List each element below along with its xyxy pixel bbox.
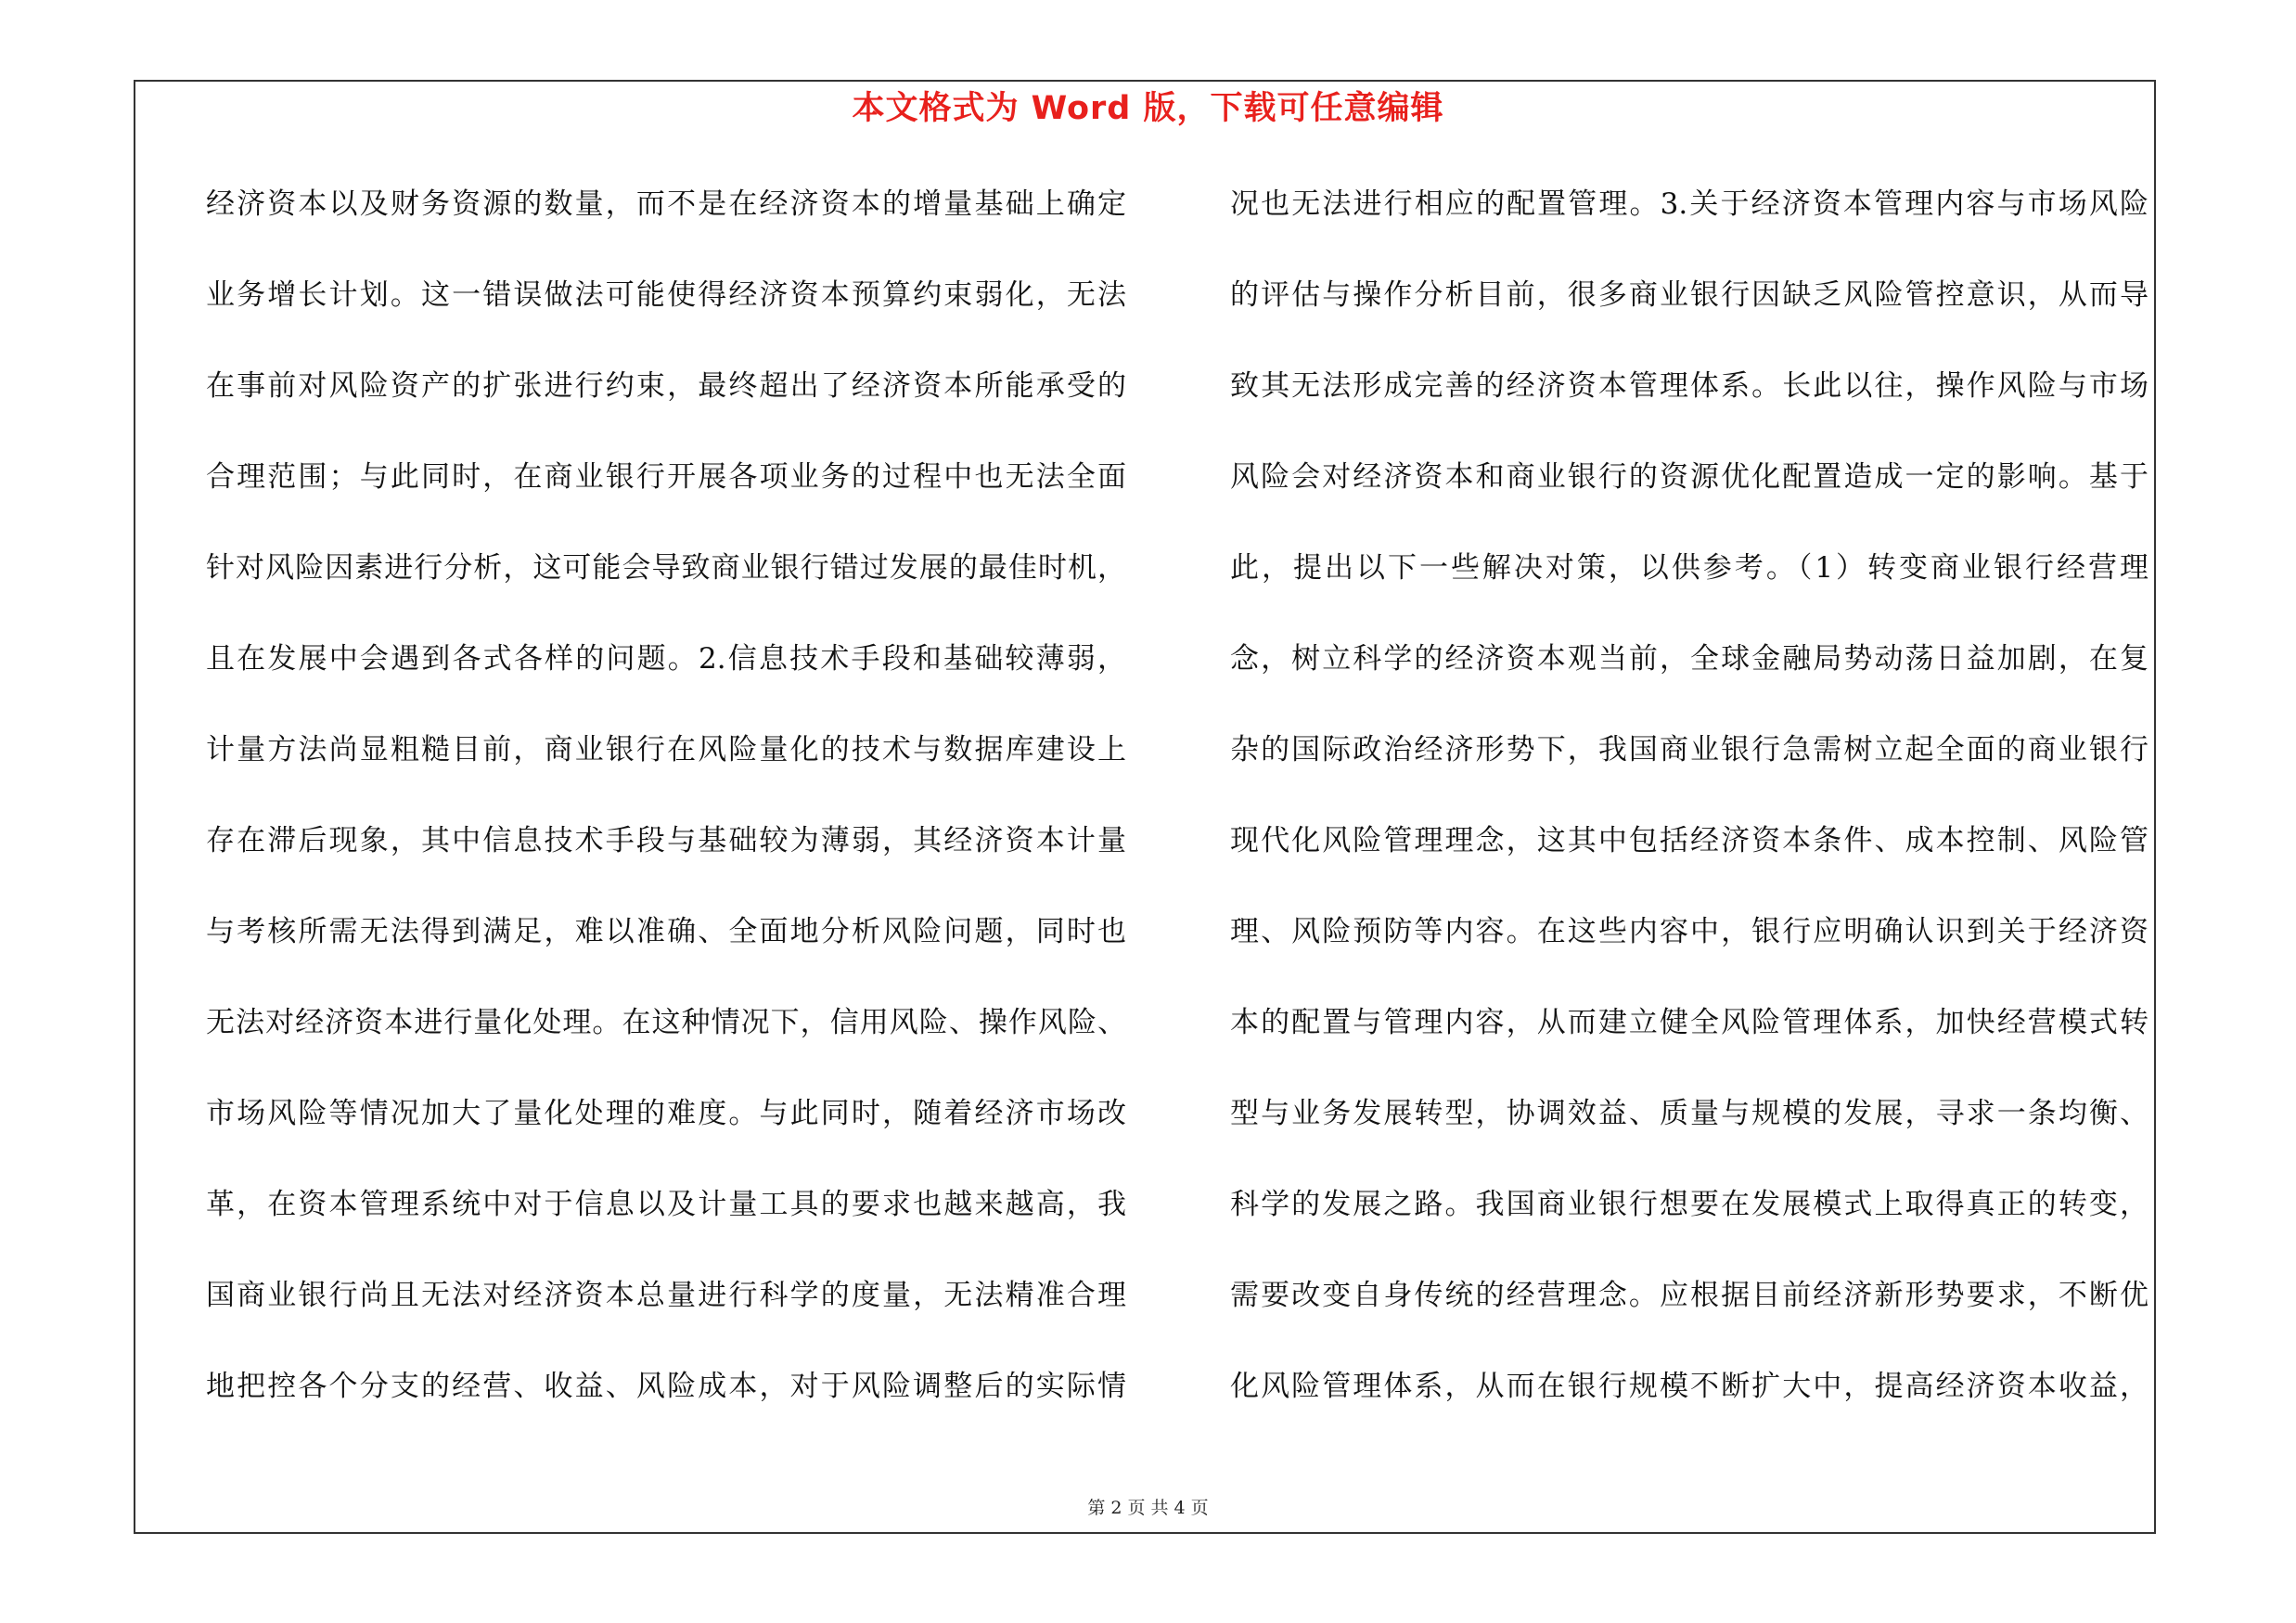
word-format-notice: 本文格式为 Word 版，下载可任意编辑	[852, 90, 1444, 127]
text-line: 念，树立科学的经济资本观当前，全球金融局势动荡日益加剧，在复	[1230, 642, 2148, 676]
text-line: 况也无法进行相应的配置管理。3.关于经济资本管理内容与市场风险	[1230, 187, 2148, 221]
text-line: 型与业务发展转型，协调效益、质量与规模的发展，寻求一条均衡、	[1230, 1097, 2148, 1130]
text-line: 风险会对经济资本和商业银行的资源优化配置造成一定的影响。基于	[1230, 460, 2148, 494]
text-line: 针对风险因素进行分析，这可能会导致商业银行错过发展的最佳时机，	[206, 551, 1126, 585]
text-line: 杂的国际政治经济形势下，我国商业银行急需树立起全面的商业银行	[1230, 733, 2148, 766]
text-line: 科学的发展之路。我国商业银行想要在发展模式上取得真正的转变，	[1230, 1188, 2148, 1221]
text-line: 现代化风险管理理念，这其中包括经济资本条件、成本控制、风险管	[1230, 824, 2148, 857]
text-line: 在事前对风险资产的扩张进行约束，最终超出了经济资本所能承受的	[206, 369, 1126, 403]
text-line: 合理范围；与此同时，在商业银行开展各项业务的过程中也无法全面	[206, 460, 1126, 494]
text-line: 且在发展中会遇到各式各样的问题。2.信息技术手段和基础较薄弱，	[206, 642, 1126, 676]
page-number: 第 2 页 共 4 页	[1087, 1498, 1209, 1518]
text-line: 市场风险等情况加大了量化处理的难度。与此同时，随着经济市场改	[206, 1097, 1126, 1130]
text-line: 经济资本以及财务资源的数量，而不是在经济资本的增量基础上确定	[206, 187, 1126, 221]
text-line: 需要改变自身传统的经营理念。应根据目前经济新形势要求，不断优	[1230, 1279, 2148, 1312]
text-line: 本的配置与管理内容，从而建立健全风险管理体系，加快经营模式转	[1230, 1006, 2148, 1039]
left-text-column	[206, 182, 1126, 1455]
text-line: 国商业银行尚且无法对经济资本总量进行科学的度量，无法精准合理	[206, 1279, 1126, 1312]
text-line: 业务增长计划。这一错误做法可能使得经济资本预算约束弱化，无法	[206, 278, 1126, 312]
text-line: 的评估与操作分析目前，很多商业银行因缺乏风险管控意识，从而导	[1230, 278, 2148, 312]
text-line: 致其无法形成完善的经济资本管理体系。长此以往，操作风险与市场	[1230, 369, 2148, 403]
text-line: 地把控各个分支的经营、收益、风险成本，对于风险调整后的实际情	[206, 1370, 1126, 1403]
text-line: 化风险管理体系，从而在银行规模不断扩大中，提高经济资本收益，	[1230, 1370, 2148, 1403]
text-line: 与考核所需无法得到满足，难以准确、全面地分析风险问题，同时也	[206, 915, 1126, 948]
text-line: 革，在资本管理系统中对于信息以及计量工具的要求也越来越高，我	[206, 1188, 1126, 1221]
text-line: 理、风险预防等内容。在这些内容中，银行应明确认识到关于经济资	[1230, 915, 2148, 948]
text-line: 存在滞后现象，其中信息技术手段与基础较为薄弱，其经济资本计量	[206, 824, 1126, 857]
text-line: 计量方法尚显粗糙目前，商业银行在风险量化的技术与数据库建设上	[206, 733, 1126, 766]
text-line: 无法对经济资本进行量化处理。在这种情况下，信用风险、操作风险、	[206, 1006, 1126, 1039]
text-line: 此，提出以下一些解决对策，以供参考。（1）转变商业银行经营理	[1230, 551, 2148, 585]
right-text-column	[1230, 182, 2148, 1455]
